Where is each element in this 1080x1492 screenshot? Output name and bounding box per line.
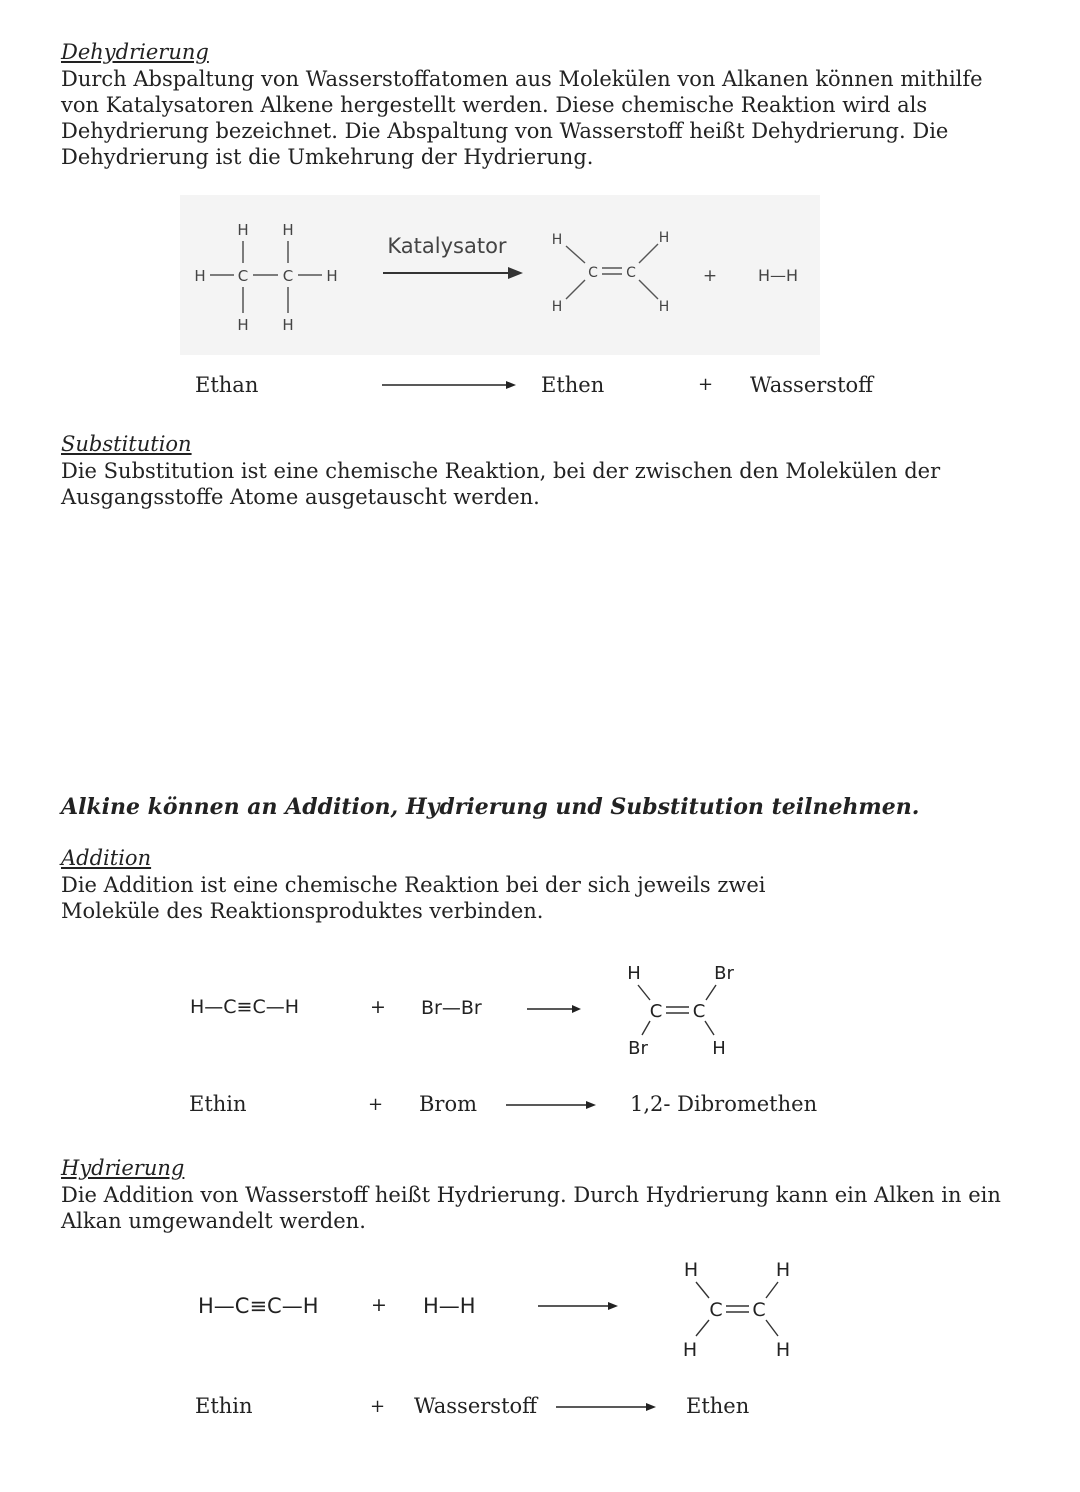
- ethane-h-bottom-1: H: [237, 316, 249, 334]
- addition-scheme-arrow: [527, 1002, 583, 1016]
- addition-product-label: 1,2- Dibromethen: [630, 1092, 818, 1116]
- addition-ethyne-formula: H—C≡C—H: [190, 996, 300, 1018]
- dehydrierung-heading: Dehydrierung: [61, 40, 209, 64]
- addition-scheme-plus: +: [370, 996, 386, 1018]
- ethene-h-top-left: H: [551, 232, 563, 248]
- hydrierung-product-label: Ethen: [686, 1394, 750, 1418]
- hydrierung-label-arrow: [556, 1400, 658, 1414]
- hydrierung-reactant-label: Ethin: [195, 1394, 253, 1418]
- hydrierung-ethene-c-2: C: [752, 1299, 766, 1321]
- dehydrierung-plus-label: +: [698, 374, 714, 395]
- dehydrierung-reactant-label: Ethan: [195, 373, 259, 397]
- dibromethene-br-bottom: Br: [628, 1038, 648, 1059]
- hydrierung-ethene-h-top-right: H: [775, 1259, 791, 1281]
- addition-label-arrow: [506, 1098, 598, 1112]
- hydrierung-ethene-structure: [670, 1252, 810, 1367]
- ethane-h-top-2: H: [282, 221, 294, 239]
- hydrierung-reagent-label: Wasserstoff: [414, 1394, 538, 1418]
- dehydrierung-label-arrow: [382, 378, 518, 392]
- hydrogen-molecule: H—H: [757, 266, 799, 285]
- hydrierung-ethyne-formula: H—C≡C—H: [198, 1294, 319, 1318]
- ethene-h-bottom-right: H: [658, 299, 670, 315]
- catalyst-label: Katalysator: [387, 234, 507, 258]
- ethane-c-1: C: [237, 267, 249, 285]
- hydrierung-hydrogen-formula: H—H: [423, 1294, 476, 1318]
- hydrierung-ethene-h-top-left: H: [683, 1259, 699, 1281]
- ethene-h-top-right: H: [658, 230, 670, 246]
- hydrierung-scheme-plus: +: [371, 1294, 387, 1316]
- addition-plus-label: +: [368, 1094, 384, 1115]
- ethane-h-right: H: [326, 267, 338, 285]
- dibromethene-h-top: H: [627, 963, 641, 984]
- hydrierung-plus-label: +: [370, 1396, 386, 1417]
- alkine-statement: Alkine können an Addition, Hydrierung und Substitution teilnehmen.: [61, 794, 920, 820]
- dibromethene-h-bottom: H: [712, 1038, 726, 1059]
- addition-paragraph: Die Addition ist eine chemische Reaktion bei der sich jeweils zwei Moleküle des Reaktionsproduktes verbinden.: [61, 873, 766, 923]
- addition-heading: Addition: [61, 846, 152, 870]
- ethene-c-2: C: [626, 265, 636, 281]
- dibromethene-c-1: C: [649, 1001, 663, 1022]
- substitution-heading: Substitution: [61, 432, 192, 456]
- ethene-c-1: C: [588, 265, 598, 281]
- hydrierung-ethene-h-bottom-left: H: [682, 1339, 698, 1361]
- ethane-h-top-1: H: [237, 221, 249, 239]
- addition-bromine-formula: Br—Br: [421, 997, 482, 1019]
- ethane-c-2: C: [282, 267, 294, 285]
- ethene-h-bottom-left: H: [551, 299, 563, 315]
- addition-reagent-label: Brom: [419, 1092, 478, 1116]
- hydrierung-ethene-h-bottom-right: H: [775, 1339, 791, 1361]
- dehydrierung-scheme-plus: +: [702, 266, 718, 286]
- addition-reactant-label: Ethin: [189, 1092, 247, 1116]
- dehydrierung-paragraph: Durch Abspaltung von Wasserstoffatomen aus Molekülen von Alkanen können mithilfe von Katalysatoren Alkene hergestellt werden. Diese chemische Reaktion wird als Dehydrierung bezeichnet. Die Abspaltung von Wasserstoff heißt Dehydrierung. Die Dehydrierung ist die Umkehrung der Hydrierung.: [61, 67, 983, 169]
- dehydrierung-product-label: Ethen: [541, 373, 605, 397]
- dehydrierung-scheme: [180, 195, 820, 355]
- dibromethene-br-top: Br: [714, 963, 734, 984]
- hydrierung-heading: Hydrierung: [61, 1156, 185, 1180]
- ethane-h-bottom-2: H: [282, 316, 294, 334]
- ethane-h-left: H: [194, 267, 206, 285]
- hydrierung-scheme-arrow: [538, 1299, 620, 1313]
- hydrierung-paragraph: Die Addition von Wasserstoff heißt Hydrierung. Durch Hydrierung kann ein Alken in ein Alkan umgewandelt werden.: [61, 1183, 1001, 1233]
- dibromethene-structure: [612, 955, 752, 1065]
- hydrierung-ethene-c-1: C: [709, 1299, 723, 1321]
- dehydrierung-byproduct-label: Wasserstoff: [750, 373, 874, 397]
- substitution-paragraph: Die Substitution ist eine chemische Reaktion, bei der zwischen den Molekülen der Ausgangsstoffe Atome ausgetauscht werden.: [61, 459, 941, 509]
- dibromethene-c-2: C: [692, 1001, 706, 1022]
